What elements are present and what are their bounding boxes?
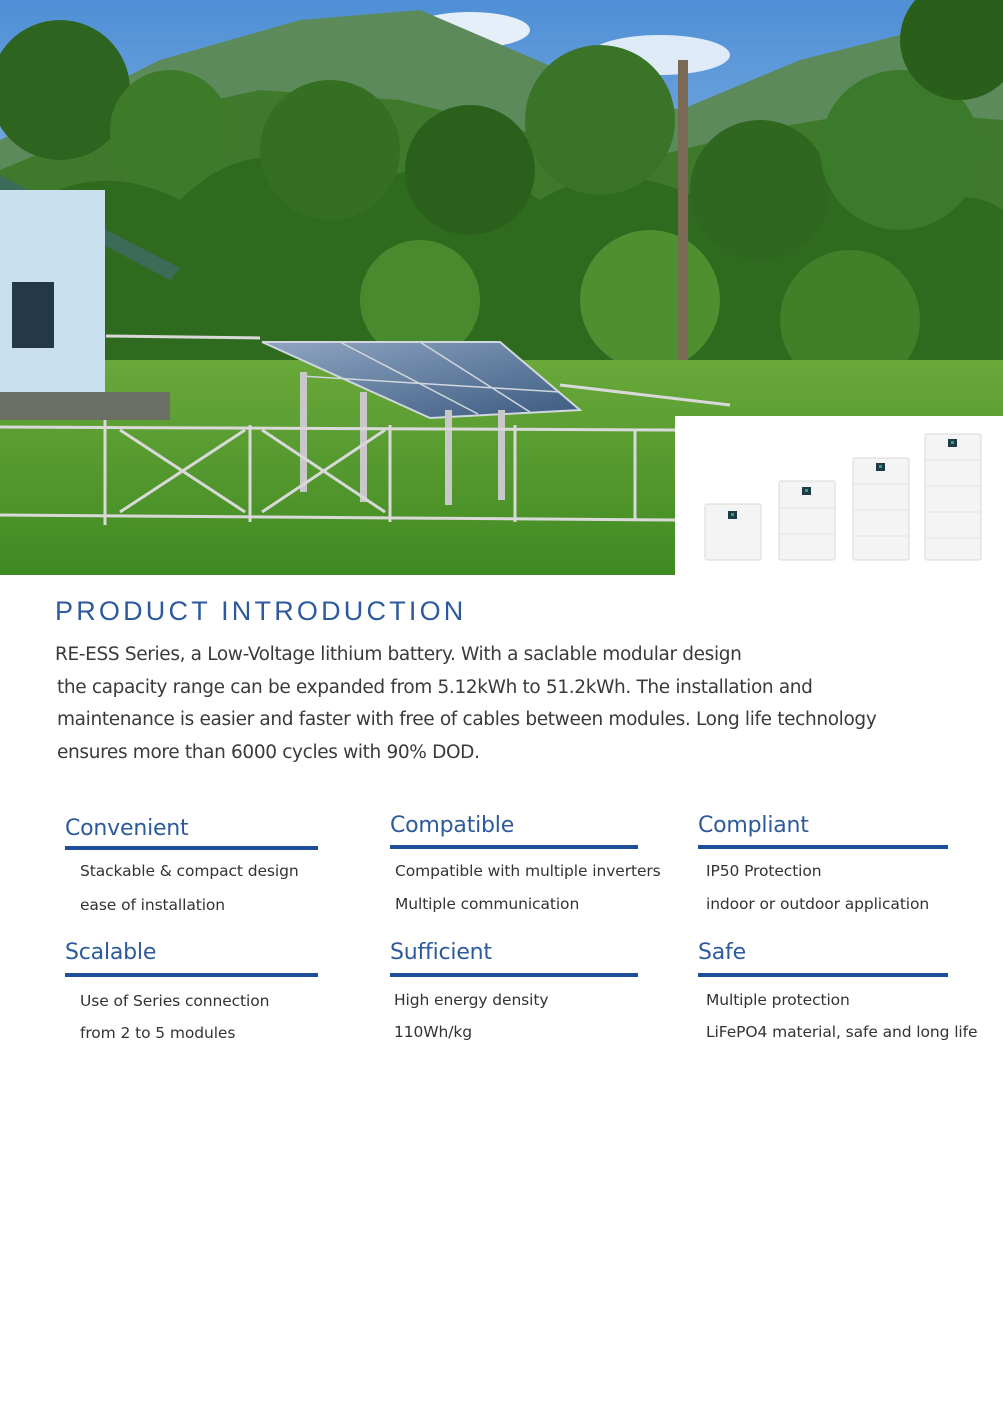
feature-detail: Compatible with multiple inverters xyxy=(395,862,661,880)
feature-sufficient xyxy=(390,939,650,977)
feature-compliant xyxy=(698,812,958,849)
intro-paragraph-line: the capacity range can be expanded from 5.12kWh to 51.2kWh. The installation and xyxy=(57,677,813,698)
feature-divider xyxy=(65,846,318,850)
feature-convenient xyxy=(65,815,325,850)
feature-detail: LiFePO4 material, safe and long life xyxy=(706,1023,978,1041)
feature-detail: Stackable & compact design xyxy=(80,862,299,880)
feature-detail: from 2 to 5 modules xyxy=(80,1024,236,1042)
feature-title: Scalable xyxy=(65,940,157,965)
feature-divider xyxy=(698,845,948,849)
section-title: PRODUCT INTRODUCTION xyxy=(55,596,467,626)
hero-photo xyxy=(0,0,1003,575)
feature-divider xyxy=(390,845,638,849)
feature-divider xyxy=(390,973,638,977)
intro-paragraph-line: ensures more than 6000 cycles with 90% DOD. xyxy=(57,742,480,763)
feature-detail: High energy density xyxy=(394,991,549,1009)
feature-detail: IP50 Protection xyxy=(706,862,822,880)
feature-detail: ease of installation xyxy=(80,896,226,914)
intro-paragraph-line: RE-ESS Series, a Low-Voltage lithium battery. With a saclable modular design xyxy=(55,644,742,665)
feature-divider xyxy=(698,973,948,977)
feature-compatible xyxy=(390,812,650,849)
product-image-panel xyxy=(675,416,1003,575)
feature-scalable xyxy=(65,939,325,977)
feature-divider xyxy=(65,973,318,977)
feature-title: Safe xyxy=(698,940,746,965)
feature-detail: Use of Series connection xyxy=(80,992,270,1010)
feature-safe xyxy=(698,939,958,977)
feature-title: Convenient xyxy=(65,816,189,841)
feature-detail: Multiple communication xyxy=(395,895,580,913)
feature-title: Sufficient xyxy=(390,940,492,965)
feature-title: Compatible xyxy=(390,813,515,838)
feature-detail: Multiple protection xyxy=(706,991,850,1009)
feature-detail: 110Wh/kg xyxy=(394,1023,472,1041)
intro-paragraph-line: maintenance is easier and faster with free of cables between modules. Long life technology xyxy=(57,709,877,730)
battery-stack-illustration xyxy=(675,416,1003,575)
feature-title: Compliant xyxy=(698,813,809,838)
feature-detail: indoor or outdoor application xyxy=(706,895,930,913)
